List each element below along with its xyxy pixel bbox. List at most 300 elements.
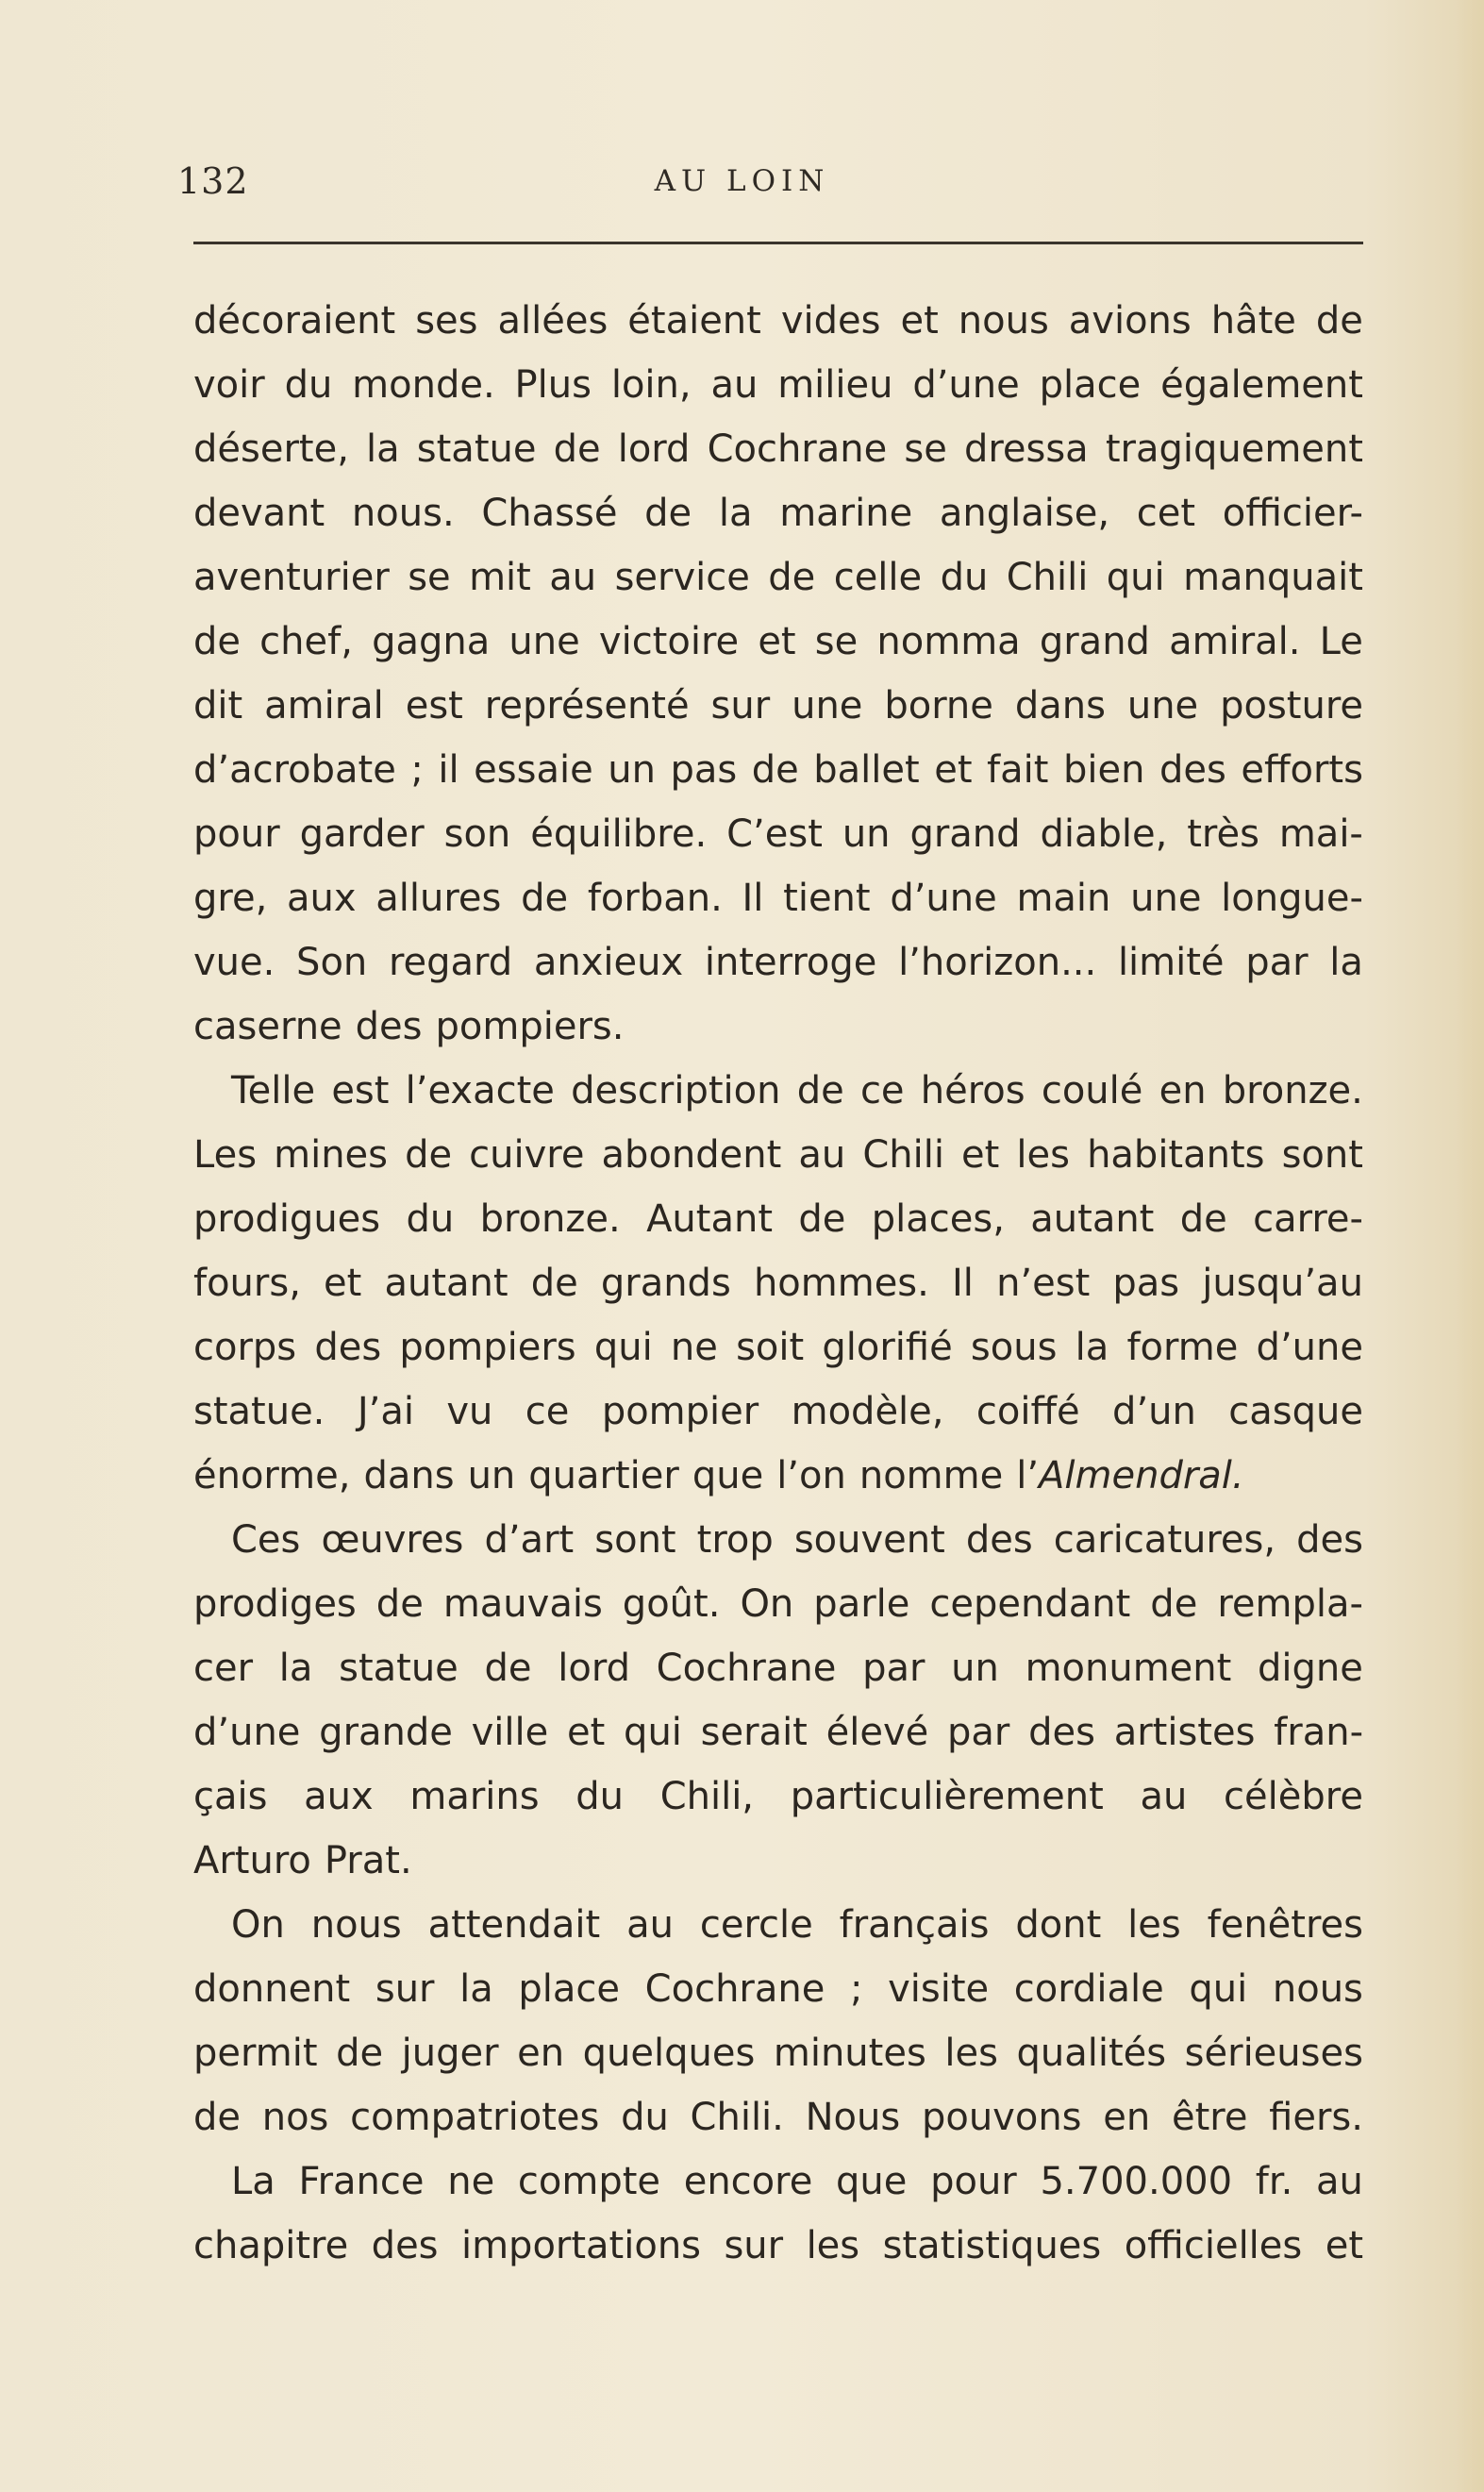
- word: voir: [193, 363, 265, 407]
- word: Cochrane: [656, 1647, 837, 1690]
- word: énorme,: [193, 1454, 351, 1497]
- word: Il: [952, 1262, 974, 1305]
- word: Chassé: [481, 492, 618, 535]
- word: fr.: [1255, 2160, 1293, 2203]
- word: de: [1179, 1197, 1227, 1241]
- word: la: [718, 492, 753, 535]
- word: en: [517, 2032, 565, 2075]
- word: d’un: [1112, 1390, 1196, 1433]
- word: autant: [1030, 1197, 1155, 1241]
- word: la: [1075, 1326, 1109, 1369]
- word: essaie: [474, 748, 593, 792]
- word: également: [1160, 363, 1363, 407]
- word: modèle,: [791, 1390, 944, 1433]
- word: ne: [447, 2160, 495, 2203]
- word: forme: [1126, 1326, 1239, 1369]
- word: la: [278, 1647, 313, 1690]
- text-line: [193, 1764, 1363, 1829]
- text-line: [193, 1187, 1363, 1251]
- word: son: [443, 812, 511, 856]
- word: soit: [736, 1326, 805, 1369]
- word: au: [1316, 2160, 1363, 2203]
- word: jusqu’au: [1202, 1262, 1363, 1305]
- text-line: [193, 802, 1363, 866]
- text-line: [193, 1508, 1363, 1572]
- word: de: [751, 748, 799, 792]
- word: ville: [471, 1711, 549, 1754]
- word: fran-: [1274, 1711, 1363, 1754]
- word: une: [1130, 877, 1202, 920]
- word: et: [758, 620, 796, 663]
- word: service: [614, 556, 750, 599]
- text-line: [193, 1123, 1363, 1187]
- word: Telle: [231, 1069, 316, 1112]
- text-line: [193, 289, 1363, 353]
- word: devant: [193, 492, 325, 535]
- word: anglaise,: [939, 492, 1110, 535]
- word: pas: [1112, 1262, 1180, 1305]
- word: pompier: [601, 1390, 759, 1433]
- word: coulé: [1041, 1069, 1143, 1112]
- word: diable,: [1040, 812, 1168, 856]
- word: habitants: [1087, 1133, 1265, 1177]
- word: très: [1187, 812, 1259, 856]
- text-line: [193, 995, 1363, 1059]
- word: sur: [724, 2224, 784, 2267]
- word: place: [1039, 363, 1142, 407]
- word: grand: [1039, 620, 1150, 663]
- word: de: [375, 1582, 424, 1626]
- word: du: [621, 2096, 669, 2139]
- word: trop: [696, 1518, 774, 1562]
- word: nous: [1272, 1967, 1363, 2011]
- word: bien: [1062, 748, 1145, 792]
- word: mauvais: [442, 1582, 603, 1626]
- word: longue-: [1221, 877, 1363, 920]
- text-line: [193, 353, 1363, 417]
- word: Cochrane: [644, 1967, 825, 2011]
- word: pompiers: [399, 1326, 576, 1369]
- word: pompiers.: [435, 1005, 625, 1048]
- word: allures: [375, 877, 502, 920]
- word: d’acrobate: [193, 748, 396, 792]
- header-rule: [193, 242, 1363, 244]
- word: déserte,: [193, 427, 349, 471]
- word: posture: [1220, 684, 1363, 728]
- word: places,: [871, 1197, 1005, 1241]
- word: nous: [310, 1903, 402, 1947]
- word: abondent: [601, 1133, 782, 1177]
- word: attendait: [427, 1903, 601, 1947]
- word: les: [806, 2224, 860, 2267]
- word: et: [961, 1133, 1000, 1177]
- word: artistes: [1113, 1711, 1256, 1754]
- word: officier-: [1222, 492, 1363, 535]
- word: aux: [304, 1775, 374, 1818]
- word: dans: [363, 1454, 455, 1497]
- word: cercle: [699, 1903, 813, 1947]
- word: souvent: [793, 1518, 945, 1562]
- word: lord: [558, 1647, 630, 1690]
- word: en: [1159, 1069, 1207, 1112]
- word: décoraient: [193, 299, 396, 343]
- word: l’horizon...: [898, 941, 1097, 984]
- word: une: [792, 684, 863, 728]
- text-line: [193, 1893, 1363, 1957]
- word: amiral: [264, 684, 384, 728]
- word: vides: [780, 299, 881, 343]
- word: dressa: [963, 427, 1089, 471]
- word: prodigues: [193, 1197, 381, 1241]
- text-line: [193, 866, 1363, 930]
- word: limité: [1117, 941, 1225, 984]
- word: nous.: [351, 492, 455, 535]
- word: sur: [375, 1967, 435, 2011]
- word: pas: [670, 748, 738, 792]
- text-line: [193, 1059, 1363, 1123]
- word: gre,: [193, 877, 268, 920]
- word: mit: [469, 556, 531, 599]
- word: efforts: [1241, 748, 1363, 792]
- word: serait: [700, 1711, 808, 1754]
- word: un: [467, 1454, 516, 1497]
- italic-word: Almendral.: [1039, 1454, 1244, 1497]
- word: cependant: [929, 1582, 1131, 1626]
- text-line: [193, 674, 1363, 738]
- word: de: [796, 1069, 844, 1112]
- word: anxieux: [533, 941, 684, 984]
- word: donnent: [193, 1967, 351, 2011]
- word: Il: [742, 877, 764, 920]
- word: être: [1171, 2096, 1248, 2139]
- word: importations: [460, 2224, 702, 2267]
- text-line: [193, 1957, 1363, 2021]
- word: victoire: [598, 620, 740, 663]
- word: prodiges: [193, 1582, 357, 1626]
- word: goût.: [622, 1582, 721, 1626]
- word: que: [836, 2160, 908, 2203]
- word: n’est: [996, 1262, 1091, 1305]
- word: est: [405, 684, 463, 728]
- text-line: [193, 417, 1363, 481]
- word: une: [509, 620, 580, 663]
- word: compte: [517, 2160, 661, 2203]
- word: sérieuses: [1184, 2032, 1363, 2075]
- page-edge: [1456, 0, 1484, 2492]
- word: des: [965, 1518, 1033, 1562]
- text-line: [193, 1251, 1363, 1315]
- word: loin,: [610, 363, 692, 407]
- word: aux: [287, 877, 357, 920]
- word: grands: [600, 1262, 731, 1305]
- word: amiral.: [1169, 620, 1301, 663]
- word: en: [1103, 2096, 1151, 2139]
- word: statue: [416, 427, 537, 471]
- word: la: [366, 427, 400, 471]
- word: La: [231, 2160, 275, 2203]
- word: ballet: [813, 748, 920, 792]
- word: dit: [193, 684, 243, 728]
- word: fiers.: [1269, 2096, 1363, 2139]
- word: tient: [783, 877, 871, 920]
- word: Chili: [862, 1133, 944, 1177]
- word: sur: [710, 684, 771, 728]
- word: interroge: [704, 941, 877, 984]
- word: autant: [384, 1262, 509, 1305]
- word: mai-: [1278, 812, 1363, 856]
- word: pouvons: [921, 2096, 1082, 2139]
- word: avions: [1068, 299, 1192, 343]
- word: au: [798, 1133, 846, 1177]
- word: est: [331, 1069, 390, 1112]
- word: chef,: [259, 620, 353, 663]
- text-line: [193, 2085, 1363, 2149]
- word: garder: [299, 812, 425, 856]
- word: fait: [987, 748, 1049, 792]
- word: et: [567, 1711, 606, 1754]
- word: équilibre.: [530, 812, 708, 856]
- word: bronze.: [479, 1197, 621, 1241]
- word: de: [521, 877, 569, 920]
- word: qualités: [1016, 2032, 1167, 2075]
- word: description: [571, 1069, 781, 1112]
- word: chapitre: [193, 2224, 349, 2267]
- word: marine: [779, 492, 913, 535]
- word: du: [940, 556, 989, 599]
- word: encore: [683, 2160, 813, 2203]
- word: Plus: [514, 363, 592, 407]
- word: France: [298, 2160, 425, 2203]
- word: les: [1016, 1133, 1070, 1177]
- word: cet: [1136, 492, 1196, 535]
- text-line: [193, 2214, 1363, 2278]
- word: Le: [1319, 620, 1363, 663]
- word: de: [644, 492, 692, 535]
- word: tragiquement: [1105, 427, 1363, 471]
- word: un: [608, 748, 656, 792]
- word: Ces: [231, 1518, 301, 1562]
- word: fours,: [193, 1262, 301, 1305]
- word: de: [336, 2032, 384, 2075]
- text-line: [193, 610, 1363, 674]
- text-line: [193, 1636, 1363, 1700]
- word: juger: [401, 2032, 499, 2075]
- text-line: [193, 738, 1363, 802]
- word: du: [575, 1775, 625, 1818]
- word: statue: [339, 1647, 459, 1690]
- word: lord: [617, 427, 691, 471]
- word: fenêtres: [1207, 1903, 1363, 1947]
- word: de: [798, 1197, 846, 1241]
- word: sont: [1281, 1133, 1363, 1177]
- word: et: [900, 299, 939, 343]
- word: l’Almendral.: [1016, 1444, 1257, 1508]
- word: J’ai: [357, 1390, 414, 1433]
- word: des: [1159, 748, 1226, 792]
- word: marins: [409, 1775, 540, 1818]
- word: élevé: [825, 1711, 929, 1754]
- word: quartier: [528, 1454, 679, 1497]
- word: des: [1028, 1711, 1095, 1754]
- word: par: [946, 1711, 1010, 1754]
- word: un: [842, 812, 891, 856]
- word: çais: [193, 1775, 268, 1818]
- word: et: [1325, 2224, 1363, 2267]
- word: Prat.: [324, 1839, 412, 1882]
- word: au: [1140, 1775, 1188, 1818]
- word: casque: [1228, 1390, 1363, 1433]
- word: d’une: [912, 363, 1020, 407]
- word: qui: [624, 1711, 682, 1754]
- word: au: [710, 363, 759, 407]
- word: et: [324, 1262, 362, 1305]
- word: de: [405, 1133, 453, 1177]
- word: grande: [319, 1711, 453, 1754]
- word: hâte: [1210, 299, 1296, 343]
- word: cuivre: [469, 1133, 585, 1177]
- word: du: [406, 1197, 455, 1241]
- word: étaient: [627, 299, 761, 343]
- word: minutes: [773, 2032, 926, 2075]
- word: la: [1329, 941, 1363, 984]
- word: ce: [859, 1069, 905, 1112]
- word: permit: [193, 2032, 318, 2075]
- word: bronze.: [1222, 1069, 1363, 1112]
- text-line: [193, 2149, 1363, 2214]
- word: de: [530, 1262, 578, 1305]
- page-header: [0, 159, 1484, 215]
- word: Son: [296, 941, 368, 984]
- word: grand: [909, 812, 1021, 856]
- word: l’on: [776, 1454, 846, 1497]
- word: de: [193, 620, 241, 663]
- word: des: [314, 1326, 382, 1369]
- word: ;: [849, 1967, 863, 2011]
- word: borne: [884, 684, 993, 728]
- word: une: [1126, 684, 1199, 728]
- word: parle: [813, 1582, 910, 1626]
- word: de: [193, 2096, 241, 2139]
- word: place: [518, 1967, 621, 2011]
- word: du: [284, 363, 333, 407]
- word: par: [1245, 941, 1309, 984]
- text-line: [193, 1315, 1363, 1380]
- text-line: [193, 930, 1363, 995]
- word: carre-: [1253, 1197, 1363, 1241]
- word: Les: [193, 1133, 258, 1177]
- word: Chili: [1006, 556, 1089, 599]
- word: particulièrement: [790, 1775, 1104, 1818]
- word: par: [862, 1647, 925, 1690]
- word: d’une: [1256, 1326, 1363, 1369]
- word: nous: [958, 299, 1049, 343]
- word: ses: [415, 299, 478, 343]
- body-text: [193, 289, 1363, 2278]
- word: célèbre: [1224, 1775, 1363, 1818]
- word: statistiques: [882, 2224, 1102, 2267]
- word: corps: [193, 1326, 297, 1369]
- word: la: [459, 1967, 493, 2011]
- word: les: [1127, 1903, 1181, 1947]
- word: qui: [593, 1326, 653, 1369]
- word: ne: [670, 1326, 718, 1369]
- word: se: [408, 556, 451, 599]
- word: des: [371, 2224, 439, 2267]
- word: forban.: [587, 877, 723, 920]
- word: glorifié: [822, 1326, 953, 1369]
- word: dans: [1014, 684, 1106, 728]
- word: nos: [261, 2096, 329, 2139]
- word: mines: [274, 1133, 388, 1177]
- word: se: [904, 427, 947, 471]
- text-line: [193, 2021, 1363, 2085]
- word: 5.700.000: [1040, 2160, 1233, 2203]
- word: ce: [525, 1390, 570, 1433]
- word: C’est: [726, 812, 823, 856]
- word: d’une: [890, 877, 997, 920]
- word: On: [740, 1582, 794, 1626]
- word: œuvres: [321, 1518, 464, 1562]
- word: nomme: [859, 1454, 1004, 1497]
- word: hommes.: [753, 1262, 929, 1305]
- word: caricatures,: [1053, 1518, 1276, 1562]
- word: il: [438, 748, 459, 792]
- word: officielles: [1124, 2224, 1303, 2267]
- word: milieu: [777, 363, 893, 407]
- word: ;: [410, 748, 424, 792]
- word: compatriotes: [350, 2096, 600, 2139]
- word: pour: [930, 2160, 1017, 2203]
- word: digne: [1258, 1647, 1363, 1690]
- word: regard: [388, 941, 513, 984]
- text-line: [193, 1444, 1363, 1508]
- word: monde.: [352, 363, 495, 407]
- word: au: [626, 1903, 674, 1947]
- word: qui: [1189, 1967, 1248, 2011]
- word: aventurier: [193, 556, 390, 599]
- word: représenté: [484, 684, 690, 728]
- word: français: [839, 1903, 990, 1947]
- word: Arturo: [193, 1839, 311, 1882]
- word: cer: [193, 1647, 254, 1690]
- word: main: [1016, 877, 1111, 920]
- word: On: [231, 1903, 285, 1947]
- word: caserne: [193, 1005, 342, 1048]
- word: que: [692, 1454, 764, 1497]
- word: pour: [193, 812, 280, 856]
- text-line: [193, 1829, 1363, 1893]
- word: celle: [833, 556, 923, 599]
- word: de: [553, 427, 601, 471]
- word: cordiale: [1013, 1967, 1164, 2011]
- word: se: [814, 620, 859, 663]
- word: quelques: [582, 2032, 756, 2075]
- word: les: [944, 2032, 998, 2075]
- word: nomma: [876, 620, 1021, 663]
- word: de: [1150, 1582, 1198, 1626]
- word: gagna: [372, 620, 491, 663]
- word: monument: [1025, 1647, 1232, 1690]
- word: vu: [446, 1390, 493, 1433]
- word: Chili,: [659, 1775, 755, 1818]
- word: visite: [888, 1967, 990, 2011]
- word: Autant: [646, 1197, 774, 1241]
- word: vue.: [193, 941, 275, 984]
- word: d’une: [193, 1711, 301, 1754]
- word: de: [484, 1647, 532, 1690]
- text-line: [193, 545, 1363, 610]
- word: dont: [1015, 1903, 1102, 1947]
